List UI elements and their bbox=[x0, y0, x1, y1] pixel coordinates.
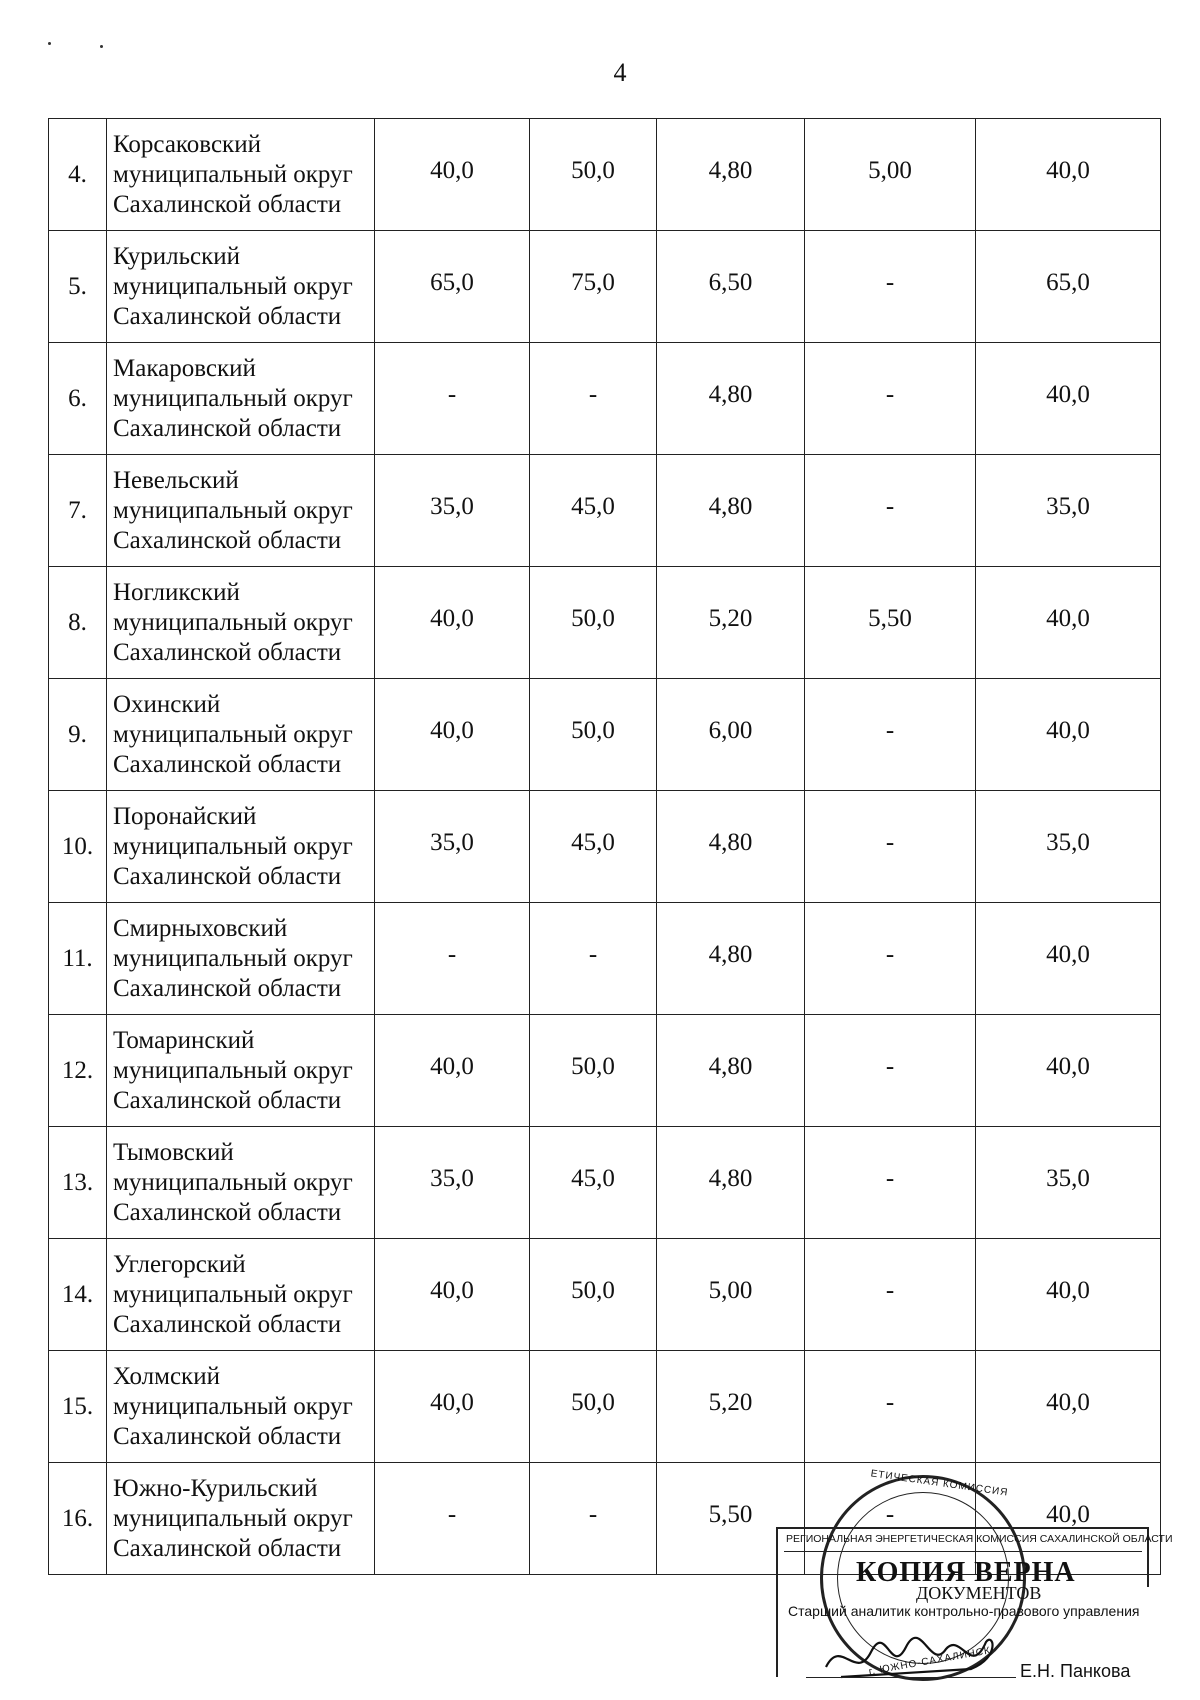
value-cell bbox=[657, 455, 805, 567]
value-cell bbox=[375, 1015, 530, 1127]
stamp-organization: РЕГИОНАЛЬНАЯ ЭНЕРГЕТИЧЕСКАЯ КОМИССИЯ САХАЛИНСКОЙ ОБЛАСТИ bbox=[786, 1533, 1173, 1545]
value-cell bbox=[805, 791, 976, 903]
value-cell bbox=[805, 1351, 976, 1463]
municipality-name bbox=[107, 231, 375, 343]
municipality-name-line: Поронайский bbox=[113, 802, 257, 830]
value-cell bbox=[375, 1463, 530, 1575]
value-text: 40,0 bbox=[1046, 716, 1090, 744]
municipality-name-line: Сахалинской области bbox=[113, 414, 342, 442]
value-text: - bbox=[885, 716, 895, 744]
row-number: 15. bbox=[49, 1351, 107, 1463]
row-number: 11. bbox=[49, 903, 107, 1015]
value-text: 5,20 bbox=[708, 1388, 753, 1416]
municipality-name-line: муниципальный округ bbox=[113, 944, 353, 972]
value-text: 40,0 bbox=[1046, 156, 1090, 184]
value-cell bbox=[375, 231, 530, 343]
value-text: 40,0 bbox=[430, 156, 474, 184]
value-text: 5,00 bbox=[708, 1276, 753, 1304]
value-text: 45,0 bbox=[571, 828, 615, 856]
value-cell bbox=[976, 1015, 1161, 1127]
municipality-name-line: Невельский bbox=[113, 466, 239, 494]
municipality-name bbox=[107, 1239, 375, 1351]
value-cell bbox=[805, 455, 976, 567]
municipality-name-line: муниципальный округ bbox=[113, 496, 353, 524]
value-text: 4,80 bbox=[708, 380, 753, 408]
value-cell bbox=[805, 903, 976, 1015]
value-cell bbox=[805, 1239, 976, 1351]
row-number: 7. bbox=[49, 455, 107, 567]
value-text: - bbox=[885, 1164, 895, 1192]
value-text: 35,0 bbox=[430, 1164, 474, 1192]
stamp-title: КОПИЯ ВЕРНА bbox=[856, 1557, 1076, 1588]
municipality-name-line: муниципальный округ bbox=[113, 832, 353, 860]
table-row bbox=[49, 679, 1161, 791]
municipality-name-line: муниципальный округ bbox=[113, 1056, 353, 1084]
value-cell bbox=[805, 231, 976, 343]
municipality-name bbox=[107, 119, 375, 231]
municipality-name-line: Углегорский bbox=[113, 1250, 246, 1278]
municipality-name-line: Корсаковский bbox=[113, 130, 261, 158]
value-text: 4,80 bbox=[708, 156, 753, 184]
value-text: 40,0 bbox=[430, 1388, 474, 1416]
value-text: - bbox=[447, 940, 457, 968]
signature-mark bbox=[821, 1627, 1011, 1687]
row-number: 12. bbox=[49, 1015, 107, 1127]
value-text: 40,0 bbox=[1046, 1500, 1090, 1528]
value-cell bbox=[375, 1127, 530, 1239]
value-text: 75,0 bbox=[571, 268, 615, 296]
row-number: 16. bbox=[49, 1463, 107, 1575]
seal-text-bottom: г. ЮЖНО-САХАЛИНСК bbox=[867, 1645, 992, 1678]
value-cell bbox=[657, 1127, 805, 1239]
municipality-name-line: муниципальный округ bbox=[113, 1280, 353, 1308]
row-number: 5. bbox=[49, 231, 107, 343]
value-cell bbox=[657, 343, 805, 455]
value-text: 6,50 bbox=[708, 268, 753, 296]
municipality-name-line: Сахалинской области bbox=[113, 1310, 342, 1338]
value-cell bbox=[530, 231, 657, 343]
municipality-name bbox=[107, 903, 375, 1015]
value-cell bbox=[530, 119, 657, 231]
value-cell bbox=[530, 567, 657, 679]
value-cell bbox=[375, 455, 530, 567]
municipality-name-line: Сахалинской области bbox=[113, 750, 342, 778]
municipality-name-line: муниципальный округ bbox=[113, 608, 353, 636]
value-cell bbox=[976, 567, 1161, 679]
value-cell bbox=[530, 1239, 657, 1351]
value-text: - bbox=[588, 1500, 598, 1528]
value-cell bbox=[805, 343, 976, 455]
table-row bbox=[49, 903, 1161, 1015]
value-text: - bbox=[588, 940, 598, 968]
municipality-name-line: муниципальный округ bbox=[113, 160, 353, 188]
municipality-name-line: Сахалинской области bbox=[113, 1086, 342, 1114]
row-number: 6. bbox=[49, 343, 107, 455]
value-text: 45,0 bbox=[571, 492, 615, 520]
value-text: 6,00 bbox=[708, 716, 753, 744]
value-cell bbox=[375, 791, 530, 903]
row-number: 4. bbox=[49, 119, 107, 231]
table-row bbox=[49, 231, 1161, 343]
municipality-name-line: Сахалинской области bbox=[113, 862, 342, 890]
row-number: 13. bbox=[49, 1127, 107, 1239]
value-text: 50,0 bbox=[571, 1276, 615, 1304]
value-text: 65,0 bbox=[430, 268, 474, 296]
table-row bbox=[49, 455, 1161, 567]
table-row bbox=[49, 1127, 1161, 1239]
table-row bbox=[49, 1351, 1161, 1463]
value-cell bbox=[375, 567, 530, 679]
table-body bbox=[49, 119, 1161, 1575]
value-text: 40,0 bbox=[1046, 940, 1090, 968]
value-text: 50,0 bbox=[571, 1052, 615, 1080]
value-text: - bbox=[885, 1388, 895, 1416]
value-text: 4,80 bbox=[708, 492, 753, 520]
municipality-name-line: Курильский bbox=[113, 242, 241, 270]
value-cell bbox=[530, 679, 657, 791]
value-text: 40,0 bbox=[430, 716, 474, 744]
value-text: 35,0 bbox=[1046, 492, 1090, 520]
value-text: 4,80 bbox=[708, 940, 753, 968]
value-cell bbox=[976, 1239, 1161, 1351]
value-text: - bbox=[885, 828, 895, 856]
value-text: - bbox=[885, 380, 895, 408]
value-cell bbox=[530, 343, 657, 455]
value-cell bbox=[657, 1015, 805, 1127]
municipality-name bbox=[107, 455, 375, 567]
municipality-name-line: муниципальный округ bbox=[113, 272, 353, 300]
value-text: 50,0 bbox=[571, 156, 615, 184]
value-text: - bbox=[447, 1500, 457, 1528]
value-text: 50,0 bbox=[571, 1388, 615, 1416]
value-text: 5,20 bbox=[708, 604, 753, 632]
value-cell bbox=[805, 1015, 976, 1127]
value-cell bbox=[657, 231, 805, 343]
value-cell bbox=[976, 903, 1161, 1015]
value-cell bbox=[657, 567, 805, 679]
value-text: 40,0 bbox=[1046, 604, 1090, 632]
value-text: 65,0 bbox=[1046, 268, 1090, 296]
municipality-name bbox=[107, 343, 375, 455]
value-cell bbox=[976, 119, 1161, 231]
municipality-name-line: Ногликский bbox=[113, 578, 240, 606]
value-cell bbox=[530, 1351, 657, 1463]
municipality-name-line: Сахалинской области bbox=[113, 1422, 342, 1450]
value-cell bbox=[805, 1127, 976, 1239]
value-cell bbox=[530, 1463, 657, 1575]
value-cell bbox=[375, 119, 530, 231]
municipality-name-line: Сахалинской области bbox=[113, 974, 342, 1002]
municipality-name bbox=[107, 791, 375, 903]
value-text: - bbox=[885, 1500, 895, 1528]
copy-certification-stamp bbox=[776, 1527, 1173, 1683]
value-text: 5,00 bbox=[868, 156, 912, 184]
value-cell bbox=[657, 791, 805, 903]
row-number: 10. bbox=[49, 791, 107, 903]
value-cell bbox=[657, 903, 805, 1015]
value-text: 40,0 bbox=[430, 1052, 474, 1080]
value-text: 4,80 bbox=[708, 1164, 753, 1192]
value-text: - bbox=[447, 380, 457, 408]
table-row bbox=[49, 791, 1161, 903]
municipality-name-line: Сахалинской области bbox=[113, 302, 342, 330]
value-cell bbox=[530, 791, 657, 903]
row-number: 8. bbox=[49, 567, 107, 679]
municipality-name bbox=[107, 1015, 375, 1127]
value-cell bbox=[976, 1351, 1161, 1463]
value-text: 45,0 bbox=[571, 1164, 615, 1192]
value-cell bbox=[530, 903, 657, 1015]
value-text: 5,50 bbox=[868, 604, 912, 632]
table-row bbox=[49, 567, 1161, 679]
value-cell bbox=[657, 1351, 805, 1463]
value-text: - bbox=[885, 1052, 895, 1080]
value-text: - bbox=[885, 492, 895, 520]
value-text: 35,0 bbox=[430, 828, 474, 856]
value-text: - bbox=[885, 940, 895, 968]
table-row bbox=[49, 119, 1161, 231]
municipality-name-line: Смирныховский bbox=[113, 914, 288, 942]
value-text: 5,50 bbox=[708, 1500, 753, 1528]
municipality-name bbox=[107, 567, 375, 679]
page-number: 4 bbox=[613, 58, 627, 87]
table-row bbox=[49, 343, 1161, 455]
value-text: 35,0 bbox=[430, 492, 474, 520]
value-text: 40,0 bbox=[1046, 1388, 1090, 1416]
value-text: 35,0 bbox=[1046, 1164, 1090, 1192]
municipality-name-line: муниципальный округ bbox=[113, 720, 353, 748]
row-number: 9. bbox=[49, 679, 107, 791]
municipality-name-line: Тымовский bbox=[113, 1138, 234, 1166]
value-cell bbox=[657, 119, 805, 231]
municipality-name-line: муниципальный округ bbox=[113, 1504, 353, 1532]
value-text: 50,0 bbox=[571, 604, 615, 632]
value-cell bbox=[375, 343, 530, 455]
municipality-name bbox=[107, 1127, 375, 1239]
value-cell bbox=[805, 119, 976, 231]
municipality-name-line: Сахалинской области bbox=[113, 638, 342, 666]
value-text: 40,0 bbox=[1046, 1052, 1090, 1080]
table-row bbox=[49, 1239, 1161, 1351]
value-cell bbox=[657, 1239, 805, 1351]
value-text: 35,0 bbox=[1046, 828, 1090, 856]
municipality-name-line: Сахалинской области bbox=[113, 190, 342, 218]
value-cell bbox=[976, 1127, 1161, 1239]
value-cell bbox=[375, 679, 530, 791]
value-cell bbox=[976, 343, 1161, 455]
stamp-documents-label: ДОКУМЕНТОВ bbox=[916, 1583, 1042, 1603]
value-text: 40,0 bbox=[1046, 1276, 1090, 1304]
row-number: 14. bbox=[49, 1239, 107, 1351]
municipality-name-line: Холмский bbox=[113, 1362, 220, 1390]
value-text: 40,0 bbox=[1046, 380, 1090, 408]
value-cell bbox=[530, 1127, 657, 1239]
value-text: - bbox=[885, 1276, 895, 1304]
value-cell bbox=[805, 567, 976, 679]
value-cell bbox=[976, 791, 1161, 903]
table-row bbox=[49, 1015, 1161, 1127]
value-cell bbox=[530, 455, 657, 567]
value-cell bbox=[657, 679, 805, 791]
municipality-name-line: муниципальный округ bbox=[113, 1392, 353, 1420]
municipality-name-line: муниципальный округ bbox=[113, 384, 353, 412]
municipality-name-line: Охинский bbox=[113, 690, 221, 718]
value-text: 40,0 bbox=[430, 1276, 474, 1304]
municipality-name-line: муниципальный округ bbox=[113, 1168, 353, 1196]
municipality-name-line: Сахалинской области bbox=[113, 526, 342, 554]
municipality-name-line: Сахалинской области bbox=[113, 1198, 342, 1226]
value-text: 40,0 bbox=[430, 604, 474, 632]
value-cell bbox=[976, 679, 1161, 791]
value-text: - bbox=[885, 268, 895, 296]
stamp-signer: Е.Н. Панкова bbox=[1020, 1661, 1131, 1681]
municipality-name bbox=[107, 1351, 375, 1463]
stamp-position: Старший аналитик контрольно-правового управления bbox=[788, 1603, 1140, 1619]
municipality-name bbox=[107, 679, 375, 791]
value-text: 4,80 bbox=[708, 828, 753, 856]
value-cell bbox=[976, 455, 1161, 567]
value-cell bbox=[805, 679, 976, 791]
municipality-name bbox=[107, 1463, 375, 1575]
municipality-name-line: Сахалинской области bbox=[113, 1534, 342, 1562]
value-text: - bbox=[588, 380, 598, 408]
value-text: 50,0 bbox=[571, 716, 615, 744]
value-text: 4,80 bbox=[708, 1052, 753, 1080]
seal-text-top: ЕТИЧЕСКАЯ КОМИССИЯ bbox=[869, 1468, 1009, 1499]
value-cell bbox=[530, 1015, 657, 1127]
value-cell bbox=[375, 1351, 530, 1463]
municipality-name-line: Южно-Курильский bbox=[113, 1474, 318, 1502]
municipality-name-line: Томаринский bbox=[113, 1026, 255, 1054]
value-cell bbox=[375, 1239, 530, 1351]
tariff-table bbox=[48, 118, 1161, 1575]
municipality-name-line: Макаровский bbox=[113, 354, 256, 382]
value-cell bbox=[976, 231, 1161, 343]
value-cell bbox=[375, 903, 530, 1015]
